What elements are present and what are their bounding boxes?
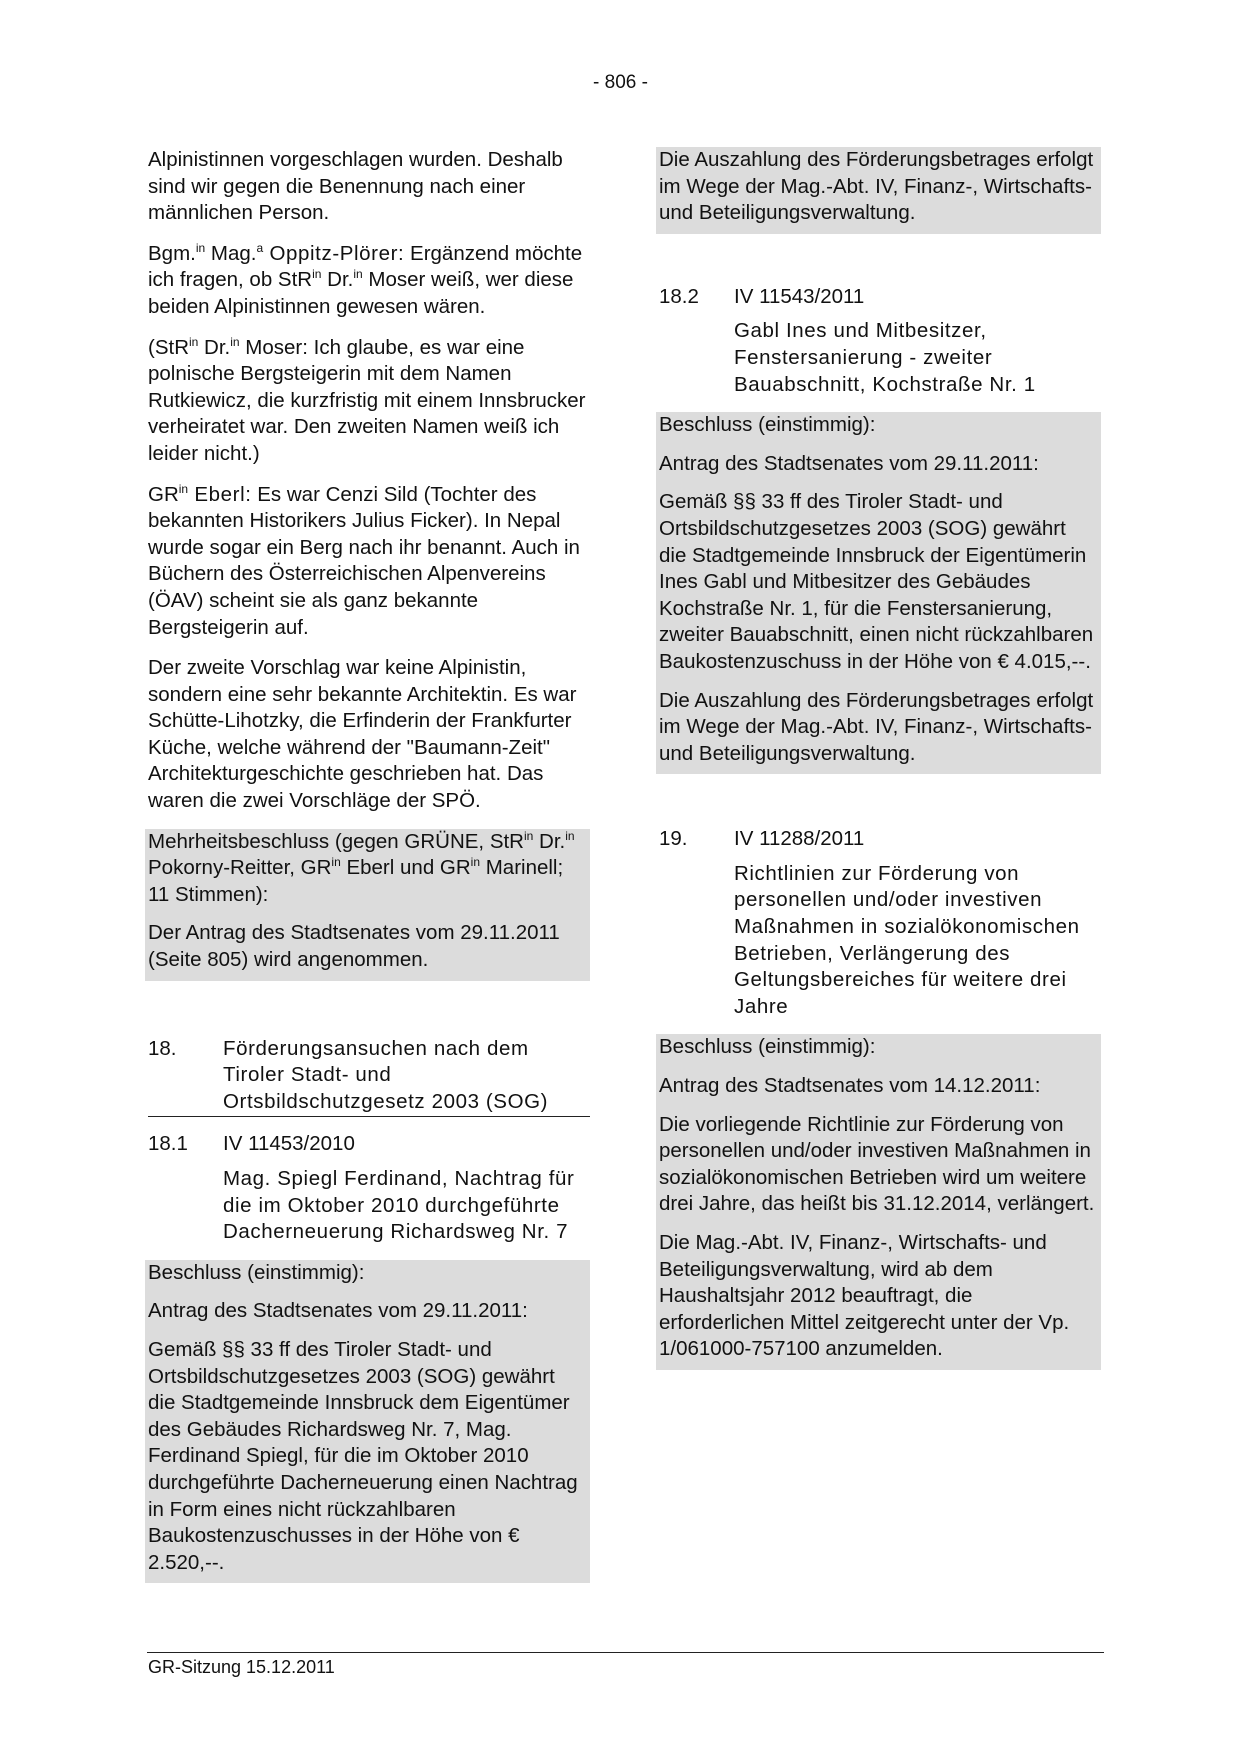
paragraph-second-proposal: Der zweite Vorschlag war keine Alpinistin, sondern eine sehr bekannte Architektin. Es war Schütte-Lihotzky, die Erfinderin der Frankfurter Küche, welche während der "Baumann-Zeit" Architekturgeschichte geschrieben hat. Das waren die zwei Vorschläge der SPÖ. [148,656,577,813]
decision-block-18-2 [656,412,1101,774]
paragraph-eberl: $GR^{in}$ Eberl: Es war Cenzi Sild (Tochter des bekannten Historikers Julius Ficker). In Nepal wurde sogar ein Berg nach ihr benannt. Auch in Büchern des Österreichischen Alpenvereins (ÖAV) scheint sie als ganz bekannte Bergsteigerin auf. [148,481,580,639]
footer-session: GR-Sitzung 15.12.2011 [148,1657,335,1677]
right-column [659,147,1101,1370]
item-subject: Richtlinien zur Förderung von personellen und/oder investiven Maßnahmen in sozialökonomischen Betrieben, Verlängerung des Geltungsbereiches für weitere drei Jahre [734,861,1080,1018]
speaker-title: Bgm. [148,241,196,265]
page-number: - 806 - [593,72,648,93]
item-subject: Gabl Ines und Mitbesitzer, Fenstersanierung - zweiter Bauabschnitt, Kochstraße Nr. 1 [734,319,1036,396]
decision-text: Gemäß §§ 33 ff des Tiroler Stadt- und Ortsbildschutzgesetzes 2003 (SOG) gewährt die Stadtgemeinde Innsbruck der Eigentümerin Ines Gabl und Mitbesitzer des Gebäudes Kochstraße Nr. 1, für die Fenstersanierung, zweiter Bauabschnitt, einen nicht rückzahlbaren Baukostenzuschuss in der Höhe von € 4.015,--. [659,490,1094,673]
decision-label: Beschluss (einstimmig): [659,413,876,437]
motion-label: Antrag des Stadtsenates vom 14.12.2011: [659,1074,1041,1098]
payment-note: Die Auszahlung des Förderungsbetrages erfolgt im Wege der Mag.-Abt. IV, Finanz-, Wirtschafts- und Beteiligungsverwaltung. [659,148,1094,225]
resolution-block [145,829,590,981]
agenda-item-18 [148,1036,590,1118]
agenda-item-18-2 [659,284,1101,311]
item-reference: IV 11453/2010 [223,1132,355,1156]
item-number: 18. [148,1036,177,1060]
paragraph-mayor-question: Bgm.$^{in}$ Mag.$^a$ Oppitz-Plörer: Ergänzend möchte ich fragen, ob StR$^{in}$ Dr.$^{in}$ Moser weiß, wer diese beiden Alpinistinnen gewesen wären. [148,240,583,318]
speaker-name: Eberl: [188,482,252,506]
item-number: 18.1 [148,1132,188,1156]
item-reference: IV 11288/2011 [734,827,865,851]
paragraph-alpinistinnen: Alpinistinnen vorgeschlagen wurden. Deshalb sind wir gegen die Benennung nach einer männlichen Person. [148,148,563,225]
left-column [148,147,590,1583]
decision-text: Die vorliegende Richtlinie zur Förderung von personellen und/oder investiven Maßnahmen in sozialökonomischen Betrieben wird um weitere drei Jahre, das heißt bis 31.12.2014, verlängert. [659,1112,1095,1216]
item-number: 18.2 [659,284,699,308]
item-reference: IV 11543/2011 [734,284,865,308]
paragraph-moser-answer: (StR$^{in}$ Dr.$^{in}$ Moser: Ich glaube, es war eine polnische Bergsteigerin mit dem Namen Rutkiewicz, die kurzfristig mit einem Innsbrucker verheiratet war. Den zweiten Namen weiß ich leider nicht.) [148,334,586,465]
decision-block-19 [656,1034,1101,1370]
motion-label: Antrag des Stadtsenates vom 29.11.2011: [148,1299,528,1323]
decision-block-18-1 [145,1260,590,1584]
decision-label: Beschluss (einstimmig): [659,1035,876,1059]
motion-label: Antrag des Stadtsenates vom 29.11.2011: [659,451,1039,475]
speaker-name: Oppitz-Plörer: [263,241,405,265]
payment-note: Die Auszahlung des Förderungsbetrages erfolgt im Wege der Mag.-Abt. IV, Finanz-, Wirtschafts- und Beteiligungsverwaltung. [659,688,1094,765]
agenda-item-18-1 [148,1131,590,1158]
agenda-item-19 [659,826,1101,853]
resolution-text: Der Antrag des Stadtsenates vom 29.11.2011 (Seite 805) wird angenommen. [148,921,560,972]
item-subject: Mag. Spiegl Ferdinand, Nachtrag für die im Oktober 2010 durchgeführte Dacherneuerung Richardsweg Nr. 7 [223,1167,575,1244]
resolution-majority: Mehrheitsbeschluss (gegen GRÜNE, StR$^{in}$ Dr.$^{in}$ Pokorny-Reitter, $GR^{in}$ Eberl und $GR^{in}$ Marinell; 11 Stimmen): [148,828,575,906]
payment-note-block [656,147,1101,234]
decision-label: Beschluss (einstimmig): [148,1260,365,1284]
item-number: 19. [659,827,688,851]
decision-text-funding: Die Mag.-Abt. IV, Finanz-, Wirtschafts- und Beteiligungsverwaltung, wird ab dem Haushaltsjahr 2012 beauftragt, die erforderlichen Mittel zeitgerecht unter der Vp. 1/061000-757100 anzumelden. [659,1231,1070,1361]
footer-divider [147,1652,1104,1653]
item-title: Förderungsansuchen nach dem Tiroler Stadt- und Ortsbildschutzgesetz 2003 (SOG) [223,1036,549,1113]
decision-text: Gemäß §§ 33 ff des Tiroler Stadt- und Ortsbildschutzgesetzes 2003 (SOG) gewährt die Stadtgemeinde Innsbruck dem Eigentümer des Gebäudes Richardsweg Nr. 7, Mag. Ferdinand Spiegl, für die im Oktober 2010 durchgeführte Dacherneuerung einen Nachtrag in Form eines nicht rückzahlbaren Baukostenzuschusses in der Höhe von € 2.520,--. [148,1337,578,1574]
